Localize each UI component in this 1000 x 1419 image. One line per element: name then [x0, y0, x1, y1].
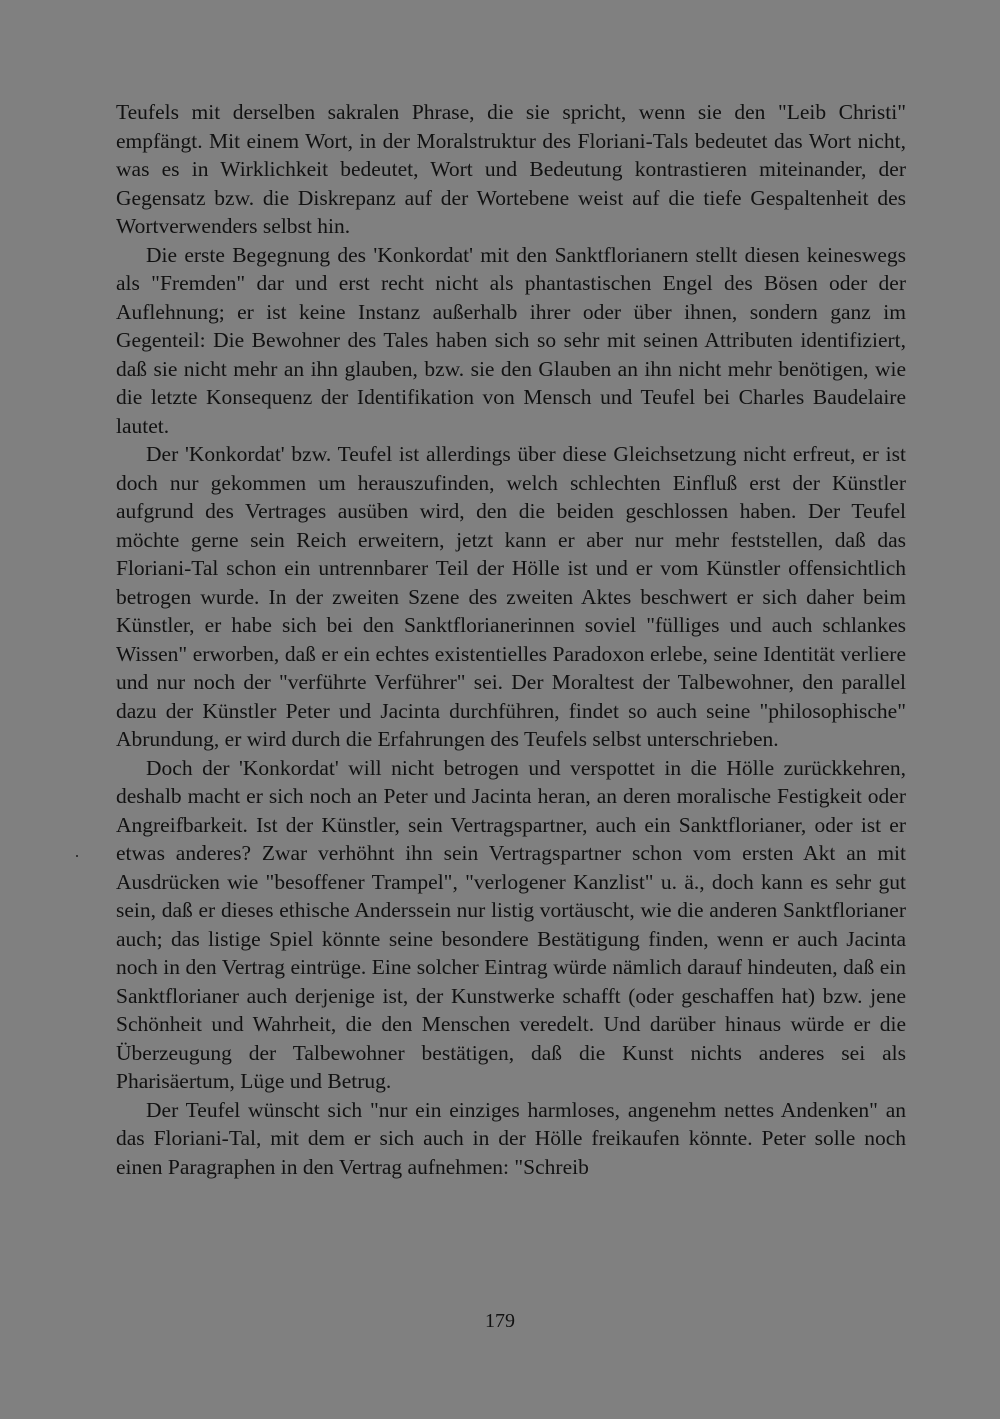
paragraph-3: Der 'Konkordat' bzw. Teufel ist allerdings über diese Gleichsetzung nicht erfreut, er ist doch nur gekommen um herauszufinden, welch schlechten Einfluß erst der Künstler aufgrund des Vertrages ausüben wird, den die beiden geschlossen haben. Der Teufel möchte gerne sein Reich erweitern, jetzt kann er aber nur mehr feststellen, daß das Floriani-Tal schon ein untrennbarer Teil der Hölle ist und er vom Künstler offensichtlich betrogen wurde. In der zweiten Szene des zweiten Aktes beschwert er sich daher beim Künstler, er habe sich bei den Sanktflorianerinnen soviel "fülliges und auch schlankes Wissen" erworben, daß er ein echtes existentielles Paradoxon erlebe, seine Identität verliere und nur noch der "verführte Verführer" sei. Der Moraltest der Talbewohner, den parallel dazu der Künstler Peter und Jacinta durchführen, findet so auch seine "philosophische" Abrundung, er wird durch die Erfahrungen des Teufels selbst unterschrieben.	[116, 442, 906, 751]
paragraph-5: Der Teufel wünscht sich "nur ein einziges harmloses, angenehm nettes Andenken" an das Floriani-Tal, mit dem er sich auch in der Hölle freikaufen könnte. Peter solle noch einen Paragraphen in den Vertrag aufnehmen: "Schreib	[116, 1097, 906, 1179]
paragraph-1: Teufels mit derselben sakralen Phrase, die sie spricht, wenn sie den "Leib Christi" empfängt. Mit einem Wort, in der Moralstruktur des Floriani-Tals bedeutet das Wort nicht, was es in Wirklichkeit bedeutet, Wort und Bedeutung kontrastieren miteinander, der Gegensatz bzw. die Diskrepanz auf der Wortebene weist auf die tiefe Gespaltenheit des Wortverwenders selbst hin.	[116, 100, 906, 238]
paragraph-2: Die erste Begegnung des 'Konkordat' mit den Sanktflorianern stellt diesen keineswegs als "Fremden" dar und erst recht nicht als phantastischen Engel des Bösen oder der Auflehnung; er ist keine Instanz außerhalb ihrer oder über ihnen, sondern ganz im Gegenteil: Die Bewohner des Tales haben sich so sehr mit seinen Attributen identifiziert, daß sie nicht mehr an ihn glauben, bzw. sie den Glauben an ihn nicht mehr benötigen, wie die letzte Konsequenz der Identifikation von Mensch und Teufel bei Charles Baudelaire lautet.	[116, 242, 906, 438]
margin-mark	[76, 855, 78, 857]
page-number: 179	[485, 1310, 515, 1332]
paragraph-4: Doch der 'Konkordat' will nicht betrogen und verspottet in die Hölle zurückkehren, deshalb macht er sich noch an Peter und Jacinta heran, an deren moralische Festigkeit oder Angreifbarkeit. Ist der Künstler, sein Vertragspartner, auch ein Sanktflorianer, oder ist er etwas anderes? Zwar verhöhnt ihn sein Vertragspartner schon vom ersten Akt an mit Ausdrücken wie "besoffener Trampel", "verlogener Kanzlist" u. ä., doch kann es sehr gut sein, daß er dieses ethische Anderssein nur listig vortäuscht, wie die anderen Sanktflorianer auch; das listige Spiel könnte seine besondere Bestätigung finden, wenn er auch Jacinta noch in den Vertrag eintrüge. Eine solcher Eintrag würde nämlich darauf hindeuten, daß ein Sanktflorianer auch derjenige ist, der Kunstwerke schafft (oder geschaffen hat) bzw. jene Schönheit und Wahrheit, die den Menschen veredelt. Und darüber hinaus würde er die Überzeugung der Talbewohner bestätigen, daß die Kunst nichts anderes sei als Pharisäertum, Lüge und Betrug.	[116, 755, 906, 1093]
body-text	[116, 98, 906, 1181]
